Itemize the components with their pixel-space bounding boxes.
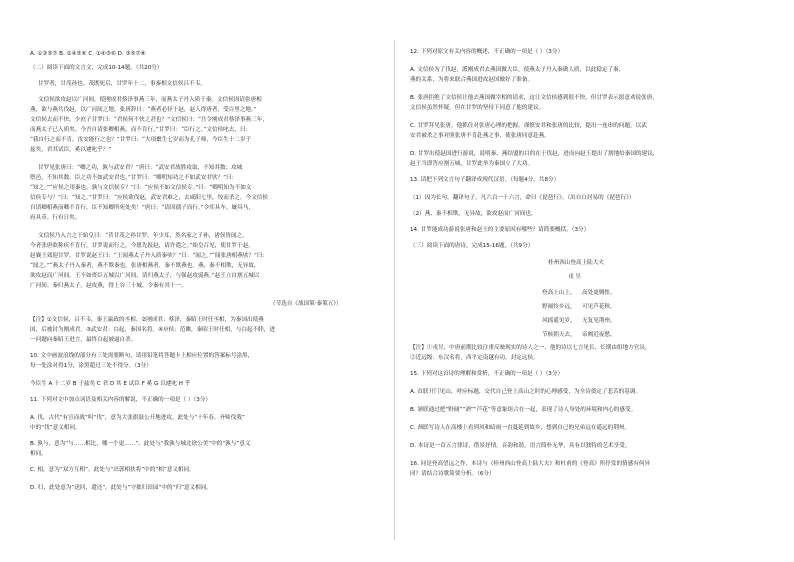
q12-option-c: C. 甘罗拜见张唐，他抓住对张唐心理的把握，谨慎安君和张唐的比较，提出一连串的问题，以武 (410, 123, 647, 129)
q12-option-b: B. 张唐拒绝了文信侯让他去燕国做宰相的请求，这让文信侯感到很不快，但甘罗表示愿意劝说张唐， (410, 95, 658, 101)
question-10: 10. 文中画波浪线的部分有三处需要断句，请用铅笔将答题卡上相应位置的答案标号涂黑， (30, 353, 254, 359)
q15-option-d: D. 本诗是一首五言律诗，借景抒情，音韵和谐，语言简朴无华，具有以独特的艺术享受。 (410, 443, 631, 449)
section-2-heading: （二）阅读下面的文言文，完成10-14题。（共20分） (30, 65, 163, 71)
question-10-sentence: 今臣生 A 十二岁 B 于兹矣 C 君 D 其 E 试臣 F 奚 G 以遽叱 H 乎 (30, 381, 191, 387)
note-line: 一问题向秦昭王进言，最终白起被逼自杀。 (30, 337, 137, 343)
passage-line: 信侯专与？”曰：“知之。”甘罗曰：“应侯欲伐赵，武安君难之，去咸阳七里，绞而杀之。今文信侯 (30, 195, 268, 201)
section-3-heading: （三）阅读下面的唐诗，完成15-16题。（共9分） (410, 243, 534, 249)
passage-line: 广河间。秦归燕太子。赵攻燕，得上谷三十城，令秦有其十一。 (30, 283, 187, 289)
passage-line: 今者张唐欲称疾不肯行，甘罗说而行之。今愿先报赵，请许遣之。”始皇召见，使甘罗于赵。 (30, 243, 254, 249)
passage-line: “知之。”“应侯之用秦也，孰与文信侯专？”曰：“应侯不如文信侯专。”曰：“卿明知为不如文 (30, 185, 252, 191)
q13-item-2: （2）燕、秦不相欺，无异故，欲攻赵而广河间也。 (410, 211, 537, 217)
q15-option-a: A. 首联开门见山，呼应标题，交代自己登上高山之时的心理感受，为全诗奠定了悲苦的基调。 (410, 389, 642, 395)
passage-line: 自请卿相燕而卿不肯行，臣不知卿所死处矣！”唐曰：“请因孺子而行。”令库具车，厩具马， (30, 205, 254, 211)
passage-line: 赵襄王郊迎甘罗。甘罗说赵王曰：“王闻燕太子丹入质秦欤？”曰：“闻之。”“闻张唐相燕欤？”曰： (30, 253, 269, 259)
question-12: 12. 下列对原文有关内容的概述，不正确的一项是（ ）（3分） (410, 49, 564, 55)
q11-option-d: D. 归，此处意为“送回，遣还”。此处与“守拙归田园”中的“归”意义相同。 (30, 485, 212, 491)
poem-line: 野阔怜乡远， (542, 304, 576, 310)
passage-line: 府具币。行有日矣。 (30, 215, 81, 221)
note-line: 【注】①文信侯，吕不韦，秦王嬴政的丞相。②刚成君：蔡泽，秦昭王时任丞相，为秦国出使燕 (30, 317, 264, 323)
poem-title: 桂州西山登高上陆大夫 (548, 260, 604, 266)
q13-item-1: （1）因为长句。翻译句子。凡六百一十六言，命曰《琵琶行》。（出自白居易的《琵琶行》） (410, 195, 635, 201)
question-10-instruction: 每一处涂对得1分，涂黑超过三处不得分。（3分） (30, 363, 152, 369)
passage-line: “闻之。”“燕太子丹入秦者，燕不欺秦也。张唐相燕者，秦不欺燕也。燕、秦不相欺，无异故， (30, 263, 260, 269)
passage-line: 堕邑，不知其数。臣之功不如武安君也。”甘罗曰：“卿明知功之不如武安君欤？”曰： (30, 175, 238, 181)
passage-line: 欲攻赵而广河间。王不如赍臣五城以广河间，请归燕太子，与强赵攻弱燕。”赵王立自割五城以 (30, 273, 260, 279)
poem-author: 戎 昱 (568, 274, 581, 280)
poem-line: 风摇遥见岁， (542, 318, 576, 324)
poem-line: 节候朝天去， (542, 332, 576, 338)
q12-option-a-cont: 燕的关系，为将来联合燕国进攻赵国做好了准备。 (410, 77, 534, 83)
poem-line: 可见芦花秋。 (582, 304, 616, 310)
passage-line: 甘罗者，甘茂孙也。茂既死后，甘罗年十二，事秦相文信侯吕不韦。 (38, 81, 206, 87)
q11-option-a-cont: 中的“伐”意义相同。 (30, 425, 81, 431)
q11-option-a: A. 伐，古代“有宣而战”叫“伐”，意为大张旗鼓公开地进攻。此处与“十年春，齐师伐我” (30, 415, 245, 421)
q11-option-b: B. 孰与，意为“与……相比，哪一个更……”。此处与“我孰与城北徐公美”中的“孰与”意义 (30, 441, 251, 447)
note-line: 国，后被封为刚成君。③武安君：白起，秦国名将。④应侯：范雎，秦昭王时任相，与白起不睦，进 (30, 327, 275, 333)
poem-line: 登高上山上， (542, 290, 576, 296)
passage-source: （节选自《战国策·秦策五》） (270, 301, 342, 307)
q12-option-d: D. 甘罗出使赵国进行游说，说明秦、燕结盟的目的在于伐赵，进而向赵王提出了割地给秦国的建议， (410, 151, 659, 157)
question-14: 14. 甘罗能成功游说张唐和赵王的主要原因有哪些？请简要概括。（3分） (410, 227, 590, 233)
question-15: 15. 下列对这首诗的理解和赏析，不正确的一项是（ ）（3分） (410, 371, 564, 377)
passage-line: 甘罗见张唐曰：“卿之功，孰与武安君？”唐曰：“武安君战胜攻取，不知其数；攻城 (38, 165, 243, 171)
q12-option-d-cont: 赵王当即答应割五城，甘罗此举为秦国立了大功。 (410, 161, 534, 167)
poem-line: 无复见荆州。 (582, 318, 616, 324)
passage-line: 燕，欲与燕共伐赵，以广河间之地。张唐辞曰：“燕者必径于赵，赵人得唐者，受百里之地。” (30, 107, 257, 113)
question-16-cont: 同？请结合诗歌简要分析。（6分） (410, 471, 495, 477)
q9-options: A. ①③⑤⑦ B. ②④⑤⑥ C. ①④⑤⑥ D. ③⑤⑦⑧ (30, 51, 146, 57)
poem-note: 【注】①戎昱，中唐前期比较注重反映现实的诗人之一。他的诗以七言见长，长期由组地方官员， (410, 345, 651, 351)
passage-line: “我自行之而不肯，汝安能行之也？”甘罗曰：“夫项橐生七岁而为孔子师，今臣生十二岁于 (30, 137, 252, 143)
q15-option-b: B. 颔联通过把“野阔”“酒”“芦花”等意象组合在一起，表现了诗人身处的环境和内心的感受。 (410, 407, 637, 413)
q12-option-c-cont: 安君被杀之事对照张唐不肯赴燕之事，使张唐同意赴燕。 (410, 133, 550, 139)
poem-note: ②近远级：东汉名将，西平定南越有功，封定远侯。 (410, 355, 539, 361)
q11-option-c: C. 相，意为“双方互相”。此处与“出郭相扶将”中的“相”意义相同。 (30, 467, 195, 473)
question-11: 11. 下列对文中加点词语及相关内容的解说，不正确的一项是（ ）（3分） (30, 397, 212, 403)
q12-option-b-cont: 文信侯虽然怀疑，但在甘罗的坚持下同意了他的建议。 (410, 105, 545, 111)
q11-option-b-cont: 相同。 (30, 451, 47, 457)
q12-option-a: A. 文信侯为了伐赵，派刚成君去燕国做大臣，使燕太子丹入秦做人质，以此稳定了秦、 (410, 67, 625, 73)
passage-line: 而燕太子已入质矣。今吾自请张卿相燕，而不肯行。”甘罗曰：“臣行之。”文信侯叱去，曰： (30, 127, 252, 133)
column-divider (394, 40, 395, 540)
question-13: 13. 请把下列文言句子翻译成现代汉语。（每题4分，共8分） (410, 177, 560, 183)
q15-option-c: C. 颈联写诗人在高楼上看到风和暗雨一直蔓延到故乡，想到自己的兄弟远在遥远的荆州。 (410, 425, 631, 431)
question-16: 16. 同是登高望远之作，本诗与《桂州西山登高上陆大夫》和杜甫的《登高》所抒发的情感有何异 (410, 461, 651, 467)
poem-line: 帝阙近夜愁。 (582, 332, 616, 338)
poem-line: 高处更惆怅。 (582, 290, 616, 296)
passage-line: 文信侯乃入言之于始皇曰：“昔甘茂之孙甘罗，年少耳，然名家之子孙，诸侯皆闻之。 (38, 233, 248, 239)
passage-line: 文信侯欲攻赵以广河间，使刚成君蔡泽事燕三年，而燕太子丹入质于秦。文信侯因请张唐相 (38, 97, 262, 103)
passage-line: 兹矣，君其试臣，奚以遽叱乎？” (30, 147, 112, 153)
passage-line: 文信侯去而不快。少庶子甘罗曰：“君侯何不快之甚也？”文信侯曰：“吾令刚成君蔡泽事燕三年， (30, 117, 268, 123)
